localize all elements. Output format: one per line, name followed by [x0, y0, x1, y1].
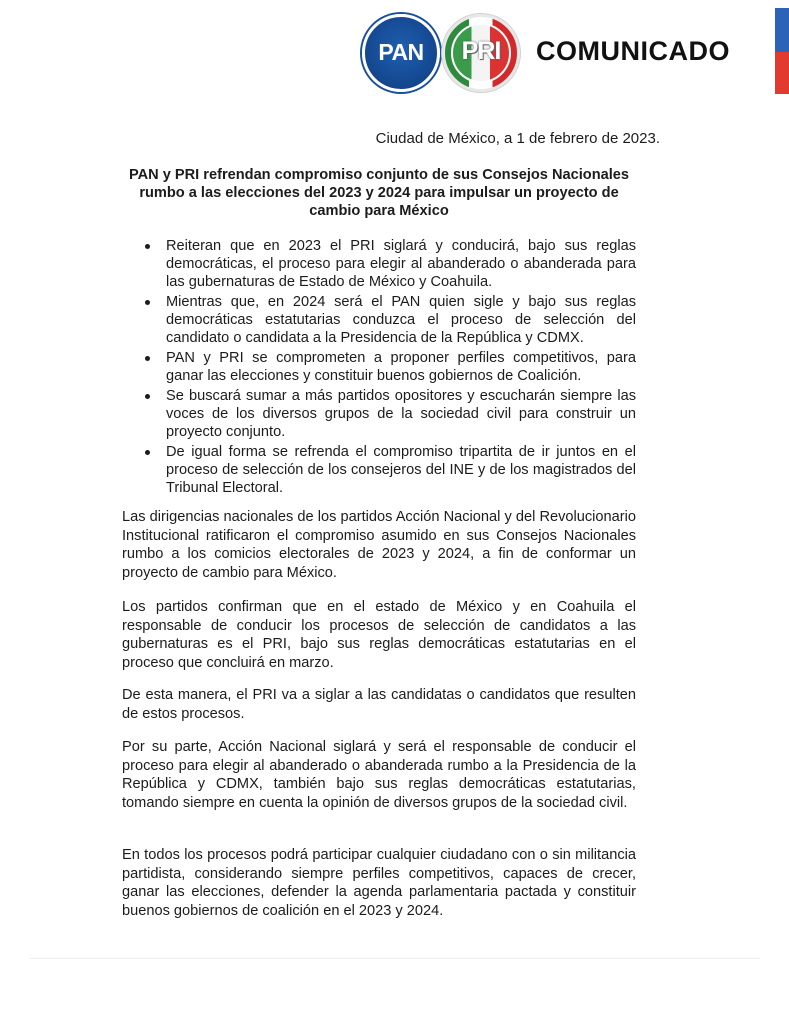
- pri-logo-text: PRI: [461, 37, 501, 65]
- key-point: De igual forma se refrenda el compromiso tripartita de ir juntos en el proceso de selección de los consejeros del INE y de los magistrados del Tribunal Electoral.: [122, 443, 636, 497]
- page-divider: [30, 958, 760, 959]
- key-point: PAN y PRI se comprometen a proponer perfiles competitivos, para ganar las elecciones y constituir buenos gobiernos de Coalición.: [122, 349, 636, 385]
- comunicado-label: COMUNICADO: [536, 36, 730, 66]
- body-paragraph-3: De esta manera, el PRI va a siglar a las candidatas o candidatos que resulten de estos procesos.: [122, 687, 636, 722]
- headline: PAN y PRI refrendan compromiso conjunto de sus Consejos Nacionales rumbo a las elecciones del 2023 y 2024 para impulsar un proyecto de cambio para México: [128, 167, 630, 219]
- key-point: Se buscará sumar a más partidos opositores y escucharán siempre las voces de los diversos grupos de la sociedad civil para construir un proyecto conjunto.: [122, 387, 636, 441]
- key-point: Reiteran que en 2023 el PRI siglará y conducirá, bajo sus reglas democráticas, el proceso para elegir al abanderado o abanderada para las gubernaturas de Estado de México y Coahuila.: [122, 237, 636, 291]
- body-paragraph-4: Por su parte, Acción Nacional siglará y será el responsable de conducir el proceso para elegir al abanderado o abanderada rumbo a la Presidencia de la República y CDMX, también bajo sus reglas democráticas estatutarias, tomando siempre en cuenta la opinión de diversos grupos de la sociedad civil.: [122, 739, 636, 811]
- key-point: Mientras que, en 2024 será el PAN quien sigle y bajo sus reglas democráticas estatutarias conduzca el proceso de selección del candidato o candidata a la Presidencia de la República y CDMX.: [122, 293, 636, 347]
- brand-stripe-red: [775, 52, 789, 94]
- key-points-list: [122, 237, 636, 499]
- pan-logo: [362, 14, 440, 92]
- pri-logo: [442, 14, 520, 92]
- body-paragraph-5: En todos los procesos podrá participar cualquier ciudadano con o sin militancia partidista, considerando siempre perfiles competitivos, capaces de crecer, ganar las elecciones, defender la agenda parlamentaria pactada y constituir buenos gobiernos de coalición en el 2023 y 2024.: [122, 847, 636, 919]
- letterhead: [0, 10, 789, 98]
- body-paragraph-1: Las dirigencias nacionales de los partidos Acción Nacional y del Revolucionario Institucional ratificaron el compromiso asumido en sus Consejos Nacionales rumbo a los comicios electorales de 2023 y 2024, a fin de conformar un proyecto de cambio para México.: [122, 509, 636, 581]
- place-date: Ciudad de México, a 1 de febrero de 2023.: [375, 130, 660, 147]
- brand-stripe-blue: [775, 8, 789, 52]
- body-paragraph-2: Los partidos confirman que en el estado de México y en Coahuila el responsable de conducir los procesos de selección de candidatos a las gubernaturas es el PRI, bajo sus reglas democráticas estatutarias en el proceso que concluirá en marzo.: [122, 599, 636, 671]
- pan-logo-text: PAN: [378, 39, 424, 65]
